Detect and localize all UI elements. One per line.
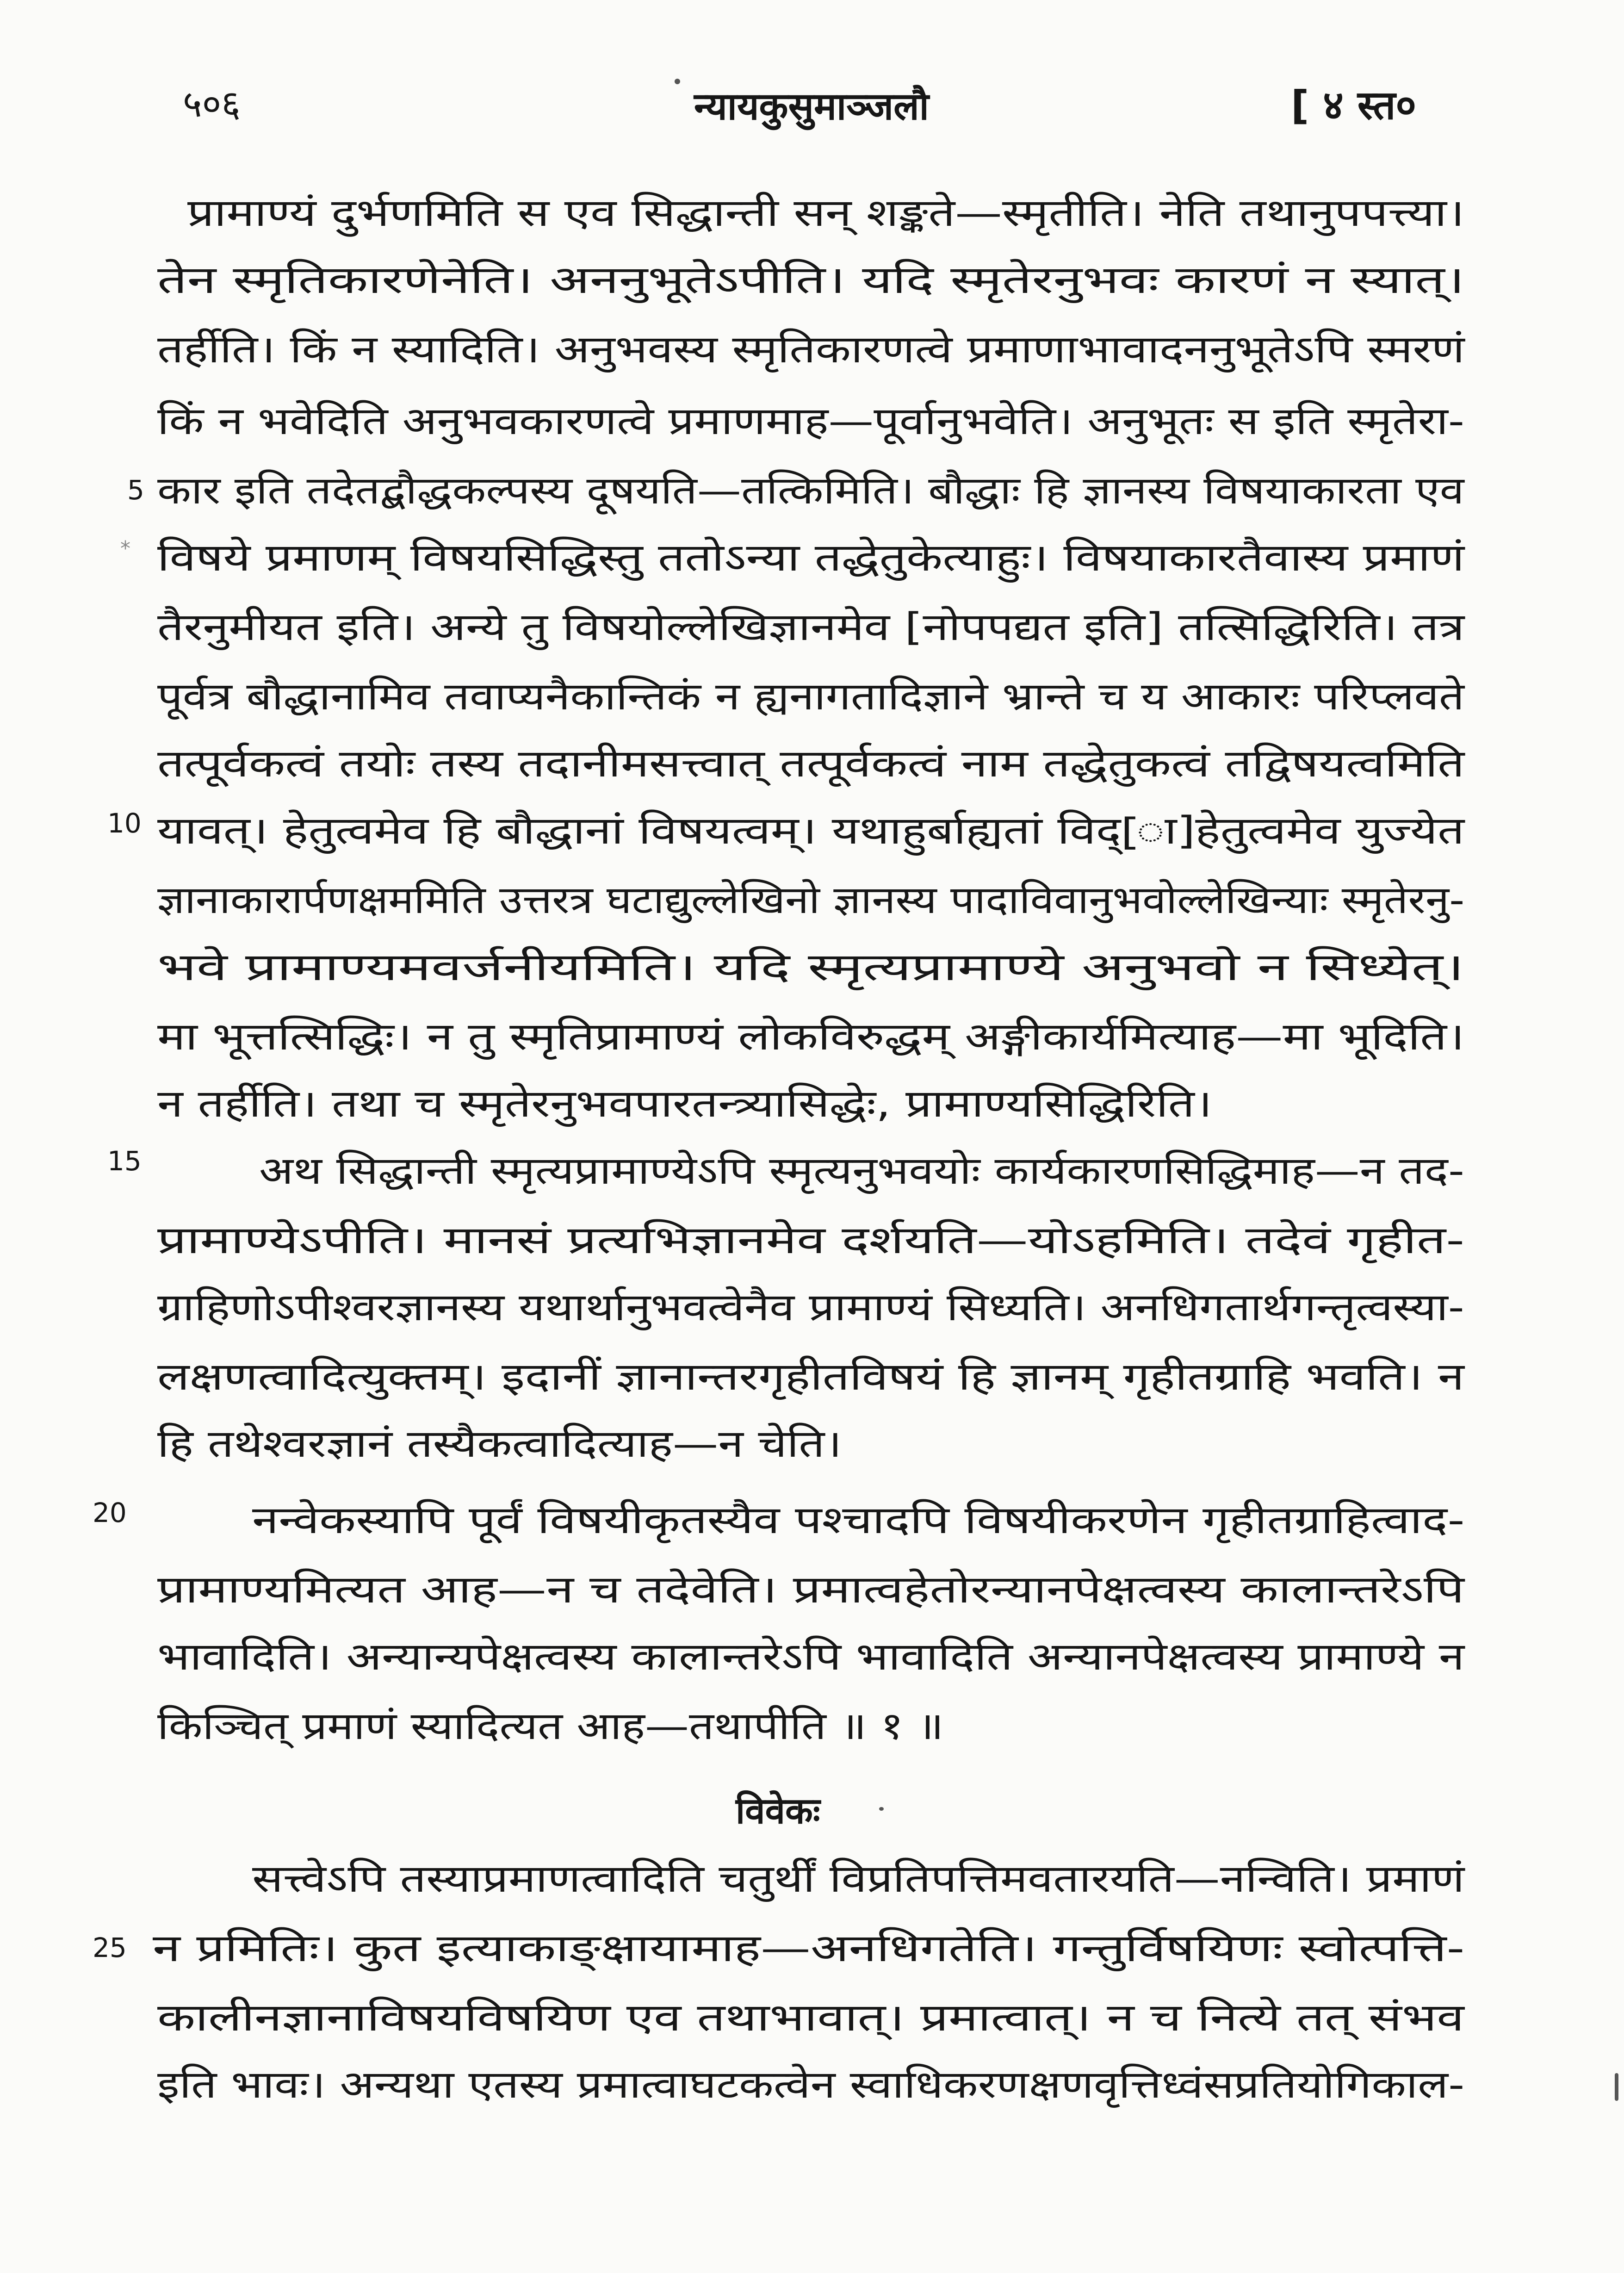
- text-line: तैरनुमीयत इति। अन्ये तु विषयोल्लेखिज्ञानमेव [नोपपद्यत इति] तत्सिद्धिरिति। तत्र: [157, 605, 1465, 649]
- text-line: हि तथेश्वरज्ञानं तस्यैकत्वादित्याह—न चेति।: [157, 1422, 842, 1466]
- text-line: विषये प्रमाणम् विषयसिद्धिस्तु ततोऽन्या तद्धेतुकेत्याहुः। विषयाकारतैवास्य प्रमाणं: [157, 536, 1465, 580]
- section-heading: विवेकः: [736, 1790, 820, 1832]
- text-line: मा भूत्तत्सिद्धिः। न तु स्मृतिप्रामाण्यं लोकविरुद्धम् अङ्गीकार्यमित्याह—मा भूदिति।: [157, 1015, 1465, 1059]
- text-line: यावत्। हेतुत्वमेव हि बौद्धानां विषयत्वम्। यथाहुर्बाह्यतां विद्[ा]हेतुत्वमेव युज्येत: [157, 809, 1465, 853]
- text-line: भवे प्रामाण्यमवर्जनीयमिति। यदि स्मृत्यप्रामाण्ये अनुभवो न सिध्येत्।: [157, 945, 1464, 989]
- line-number: 25: [93, 1932, 127, 1963]
- page-header: [0, 0, 1624, 167]
- text-line: पूर्वत्र बौद्धानामिव तवाप्यनैकान्तिकं न ह्यनागतादिज्ञाने भ्रान्ते च य आकारः परिप्लवते: [157, 675, 1464, 719]
- text-line: भावादिति। अन्यान्यपेक्षत्वस्य कालान्तरेऽपि भावादिति अन्यानपेक्षत्वस्य प्रामाण्ये न: [157, 1635, 1465, 1679]
- text-line: ग्राहिणोऽपीश्वरज्ञानस्य यथार्थानुभवत्वेनैव प्रामाण्यं सिध्यति। अनधिगतार्थगन्तृत्वस्या-: [157, 1286, 1464, 1329]
- section-mark: [ ४ स्त०: [1291, 82, 1417, 129]
- text-line: नन्वेकस्यापि पूर्वं विषयीकृतस्यैव पश्चादपि विषयीकरणेन गृहीतग्राहित्वाद-: [252, 1498, 1465, 1542]
- running-title: न्यायकुसुमाञ्जलौ: [694, 85, 929, 129]
- line-number: 15: [107, 1145, 142, 1177]
- line-number: 20: [93, 1497, 127, 1528]
- line-number: 5: [127, 474, 144, 506]
- text-line: अथ सिद्धान्ती स्मृत्यप्रामाण्येऽपि स्मृत्यनुभवयोः कार्यकारणसिद्धिमाह—न तद-: [259, 1149, 1464, 1193]
- text-line: प्रामाण्येऽपीति। मानसं प्रत्यभिज्ञानमेव दर्शयति—योऽहमिति। तदेवं गृहीत-: [157, 1218, 1465, 1262]
- text-line: इति भावः। अन्यथा एतस्य प्रमात्वाघटकत्वेन स्वाधिकरणक्षणवृत्तिध्वंसप्रतियोगिकाल-: [157, 2063, 1465, 2107]
- print-speck: [879, 1807, 884, 1811]
- text-line: तेन स्मृतिकारणेनेति। अननुभूतेऽपीति। यदि स्मृतेरनुभवः कारणं न स्यात्।: [157, 258, 1465, 302]
- text-line: ज्ञानाकारार्पणक्षममिति उत्तरत्र घटाद्युल्लेखिनो ज्ञानस्य पादाविवानुभवोल्लेखिन्याः स्मृतेरनु-: [157, 878, 1465, 922]
- text-line: कालीनज्ञानाविषयविषयिण एव तथाभावात्। प्रमात्वात्। न च नित्ये तत् संभव: [157, 1996, 1464, 2040]
- text-line: न प्रमितिः। कुत इत्याकाङ्क्षायामाह—अनधिगतेति। गन्तुर्विषयिणः स्वोत्पत्ति-: [153, 1926, 1465, 1970]
- page-number: ५०६: [183, 82, 241, 125]
- text-line: प्रामाण्यमित्यत आह—न च तदेवेति। प्रमात्वहेतोरन्यानपेक्षत्वस्य कालान्तरेऽपि: [157, 1568, 1464, 1612]
- text-line: किञ्चित् प्रमाणं स्यादित्यत आह—तथापीति ॥ १ ॥: [157, 1704, 944, 1748]
- text-line: न तर्हीति। तथा च स्मृतेरनुभवपारतन्त्र्यासिद्धेः, प्रामाण्यसिद्धिरिति।: [157, 1082, 1212, 1126]
- margin-mark: *: [120, 537, 130, 560]
- text-line: सत्त्वेऽपि तस्याप्रमाणत्वादिति चतुर्थीं विप्रतिपत्तिमवतारयति—नन्विति। प्रमाणं: [252, 1857, 1465, 1901]
- print-speck: [1615, 2073, 1618, 2101]
- text-line: किं न भवेदिति अनुभवकारणत्वे प्रमाणमाह—पूर्वानुभवेति। अनुभूतः स इति स्मृतेरा-: [157, 399, 1465, 443]
- text-line: लक्षणत्वादित्युक्तम्। इदानीं ज्ञानान्तरगृहीतविषयं हि ज्ञानम् गृहीतग्राहि भवति। न: [157, 1355, 1464, 1399]
- text-line: तत्पूर्वकत्वं तयोः तस्य तदानीमसत्त्वात् तत्पूर्वकत्वं नाम तद्धेतुकत्वं तद्विषयत्वमिति: [157, 742, 1465, 786]
- line-number: 10: [107, 807, 142, 839]
- print-speck: [675, 79, 680, 84]
- text-line: कार इति तदेतद्बौद्धकल्पस्य दूषयति—तत्किमिति। बौद्धाः हि ज्ञानस्य विषयाकारता एव: [157, 469, 1464, 513]
- text-line: प्रामाण्यं दुर्भणमिति स एव सिद्धान्ती सन् शङ्कते—स्मृतीति। नेति तथानुपपत्त्या।: [187, 191, 1465, 235]
- text-line: तर्हीति। किं न स्यादिति। अनुभवस्य स्मृतिकारणत्वे प्रमाणाभावादननुभूतेऽपि स्मरणं: [157, 328, 1465, 372]
